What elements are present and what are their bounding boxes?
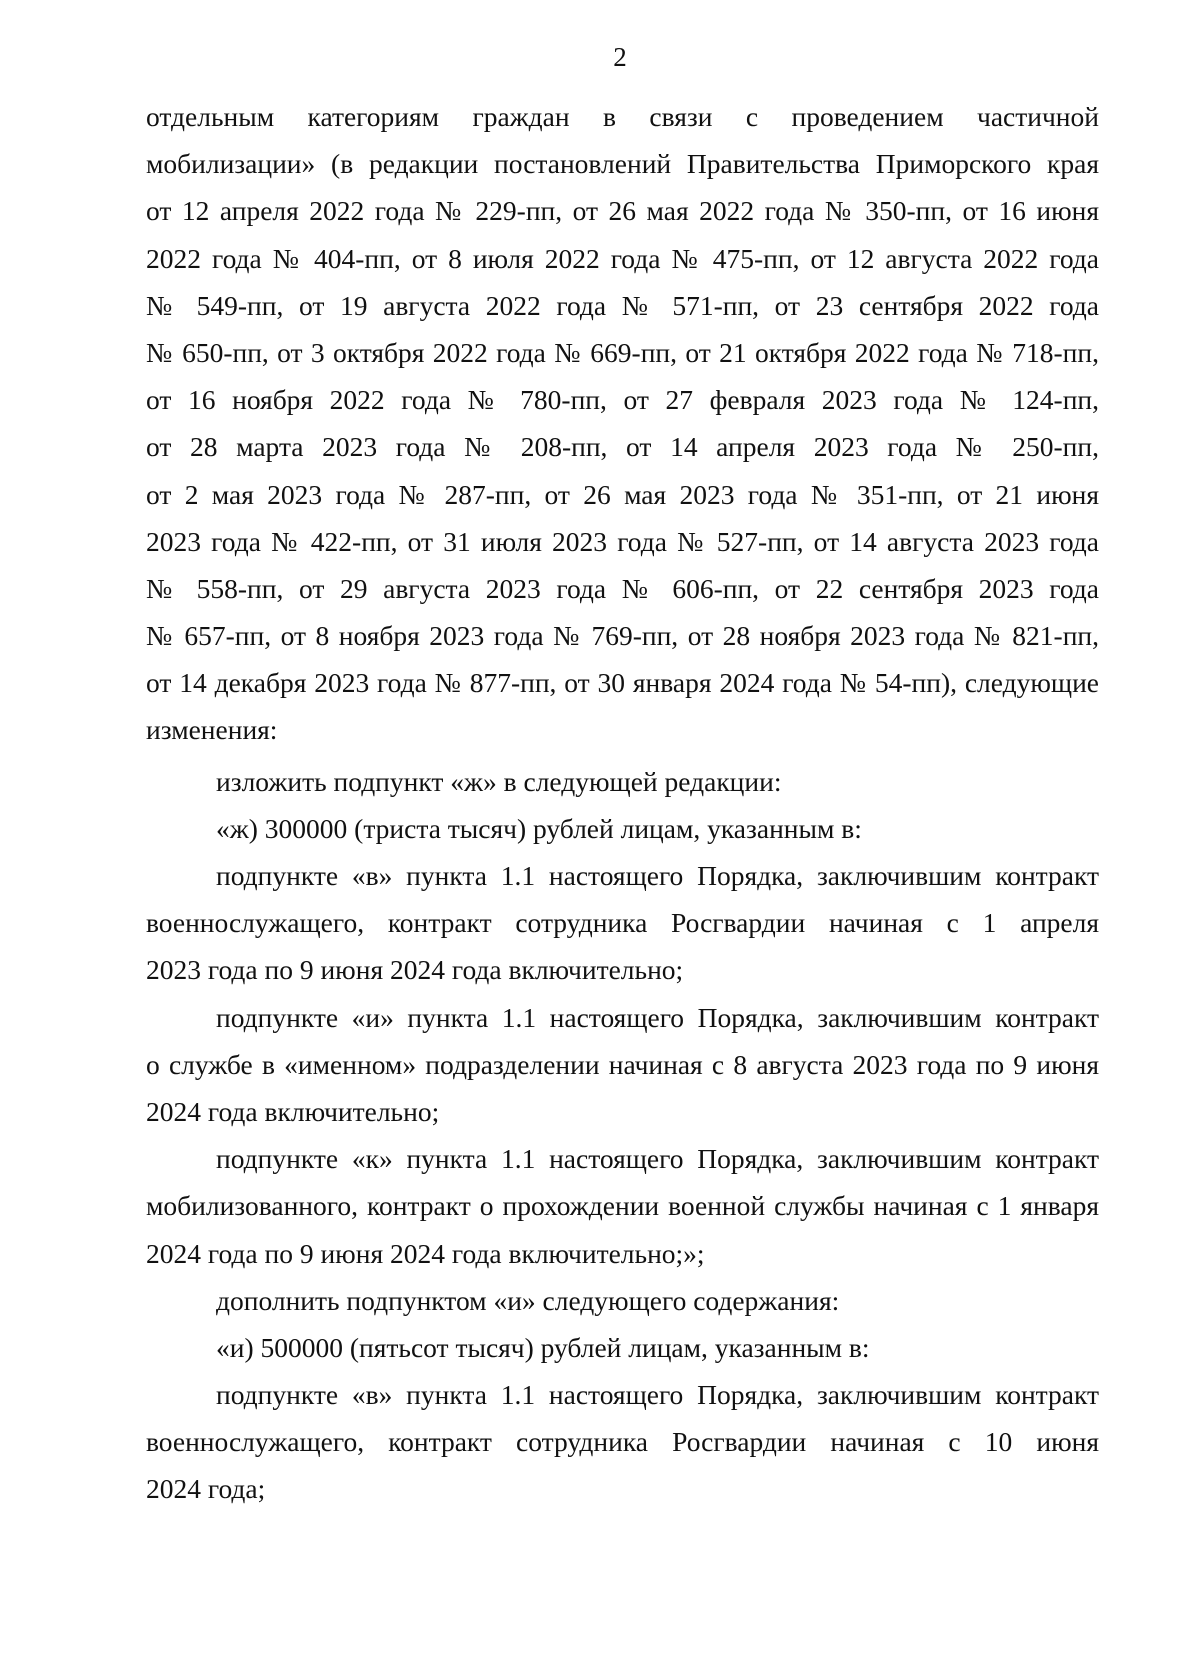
text-line: 2023 года № 422-пп, от 31 июля 2023 года № 527-пп, от 14 августа 2023 года: [146, 525, 1099, 557]
text-line: отдельным категориям граждан в связи с проведением частичной: [146, 101, 1099, 132]
text-line: военнослужащего, контракт сотрудника Росгвардии начиная с 1 апреля: [146, 907, 1099, 939]
text-line: мобилизации» (в редакции постановлений Правительства Приморского края: [146, 148, 1099, 180]
text-line: 2023 года по 9 июня 2024 года включительно;: [146, 954, 684, 986]
text-line: изложить подпункт «ж» в следующей редакции:: [216, 765, 782, 797]
text-line: 2024 года по 9 июня 2024 года включительно;»;: [146, 1237, 705, 1269]
text-line: № 558-пп, от 29 августа 2023 года № 606-пп, от 22 сентября 2023 года: [146, 572, 1099, 604]
text-line: о службе в «именном» подразделении начиная с 8 августа 2023 года по 9 июня: [146, 1048, 1099, 1080]
text-line: 2022 года № 404-пп, от 8 июля 2022 года № 475-пп, от 12 августа 2022 года: [146, 242, 1099, 274]
text-line: от 14 декабря 2023 года № 877-пп, от 30 января 2024 года № 54-пп), следующие: [146, 667, 1099, 699]
paragraph-zh-k: [146, 1135, 1099, 1277]
text-line: № 549-пп, от 19 августа 2022 года № 571-пп, от 23 сентября 2022 года: [146, 289, 1099, 321]
text-line: 2024 года включительно;: [146, 1095, 440, 1127]
text-line: от 28 марта 2023 года № 208-пп, от 14 апреля 2023 года № 250-пп,: [146, 431, 1099, 463]
text-line: № 657-пп, от 8 ноября 2023 года № 769-пп, от 28 ноября 2023 года № 821-пп,: [146, 620, 1099, 652]
text-line: военнослужащего, контракт сотрудника Росгвардии начиная с 10 июня: [146, 1426, 1099, 1458]
text-line: № 650-пп, от 3 октября 2022 года № 669-пп, от 21 октября 2022 года № 718-пп,: [146, 336, 1099, 368]
paragraph-i-v: [146, 1371, 1099, 1513]
paragraph-zh-v: [146, 852, 1099, 994]
text-line: «ж) 300000 (триста тысяч) рублей лицам, указанным в:: [216, 812, 862, 844]
text-line: подпункте «в» пункта 1.1 настоящего Порядка, заключившим контракт: [216, 860, 1099, 891]
text-line: подпункте «к» пункта 1.1 настоящего Порядка, заключившим контракт: [216, 1143, 1099, 1175]
text-line: 2024 года;: [146, 1473, 266, 1505]
paragraph-dopolnit: [146, 1277, 1099, 1324]
text-line: подпункте «в» пункта 1.1 настоящего Порядка, заключившим контракт: [216, 1379, 1099, 1411]
paragraph-i: [146, 1324, 1099, 1371]
text-line: от 2 мая 2023 года № 287-пп, от 26 мая 2023 года № 351-пп, от 21 июня: [146, 478, 1099, 510]
text-line: мобилизованного, контракт о прохождении военной службы начиная с 1 января: [146, 1190, 1099, 1222]
text-line: изменения:: [146, 714, 278, 746]
page-number: 2: [613, 42, 627, 72]
paragraph-zh-i: [146, 994, 1099, 1136]
text-line: от 16 ноября 2022 года № 780-пп, от 27 февраля 2023 года № 124-пп,: [146, 384, 1099, 416]
paragraph-intro: [146, 93, 1099, 754]
text-line: «и) 500000 (пятьсот тысяч) рублей лицам, указанным в:: [216, 1331, 870, 1363]
text-line: дополнить подпунктом «и» следующего содержания:: [216, 1284, 840, 1316]
text-line: подпункте «и» пункта 1.1 настоящего Порядка, заключившим контракт: [216, 1001, 1099, 1033]
document-body: [146, 93, 1099, 1513]
paragraph-zh: [146, 805, 1099, 852]
text-line: от 12 апреля 2022 года № 229-пп, от 26 мая 2022 года № 350-пп, от 16 июня: [146, 195, 1099, 227]
paragraph-izlozhit: [146, 758, 1099, 805]
